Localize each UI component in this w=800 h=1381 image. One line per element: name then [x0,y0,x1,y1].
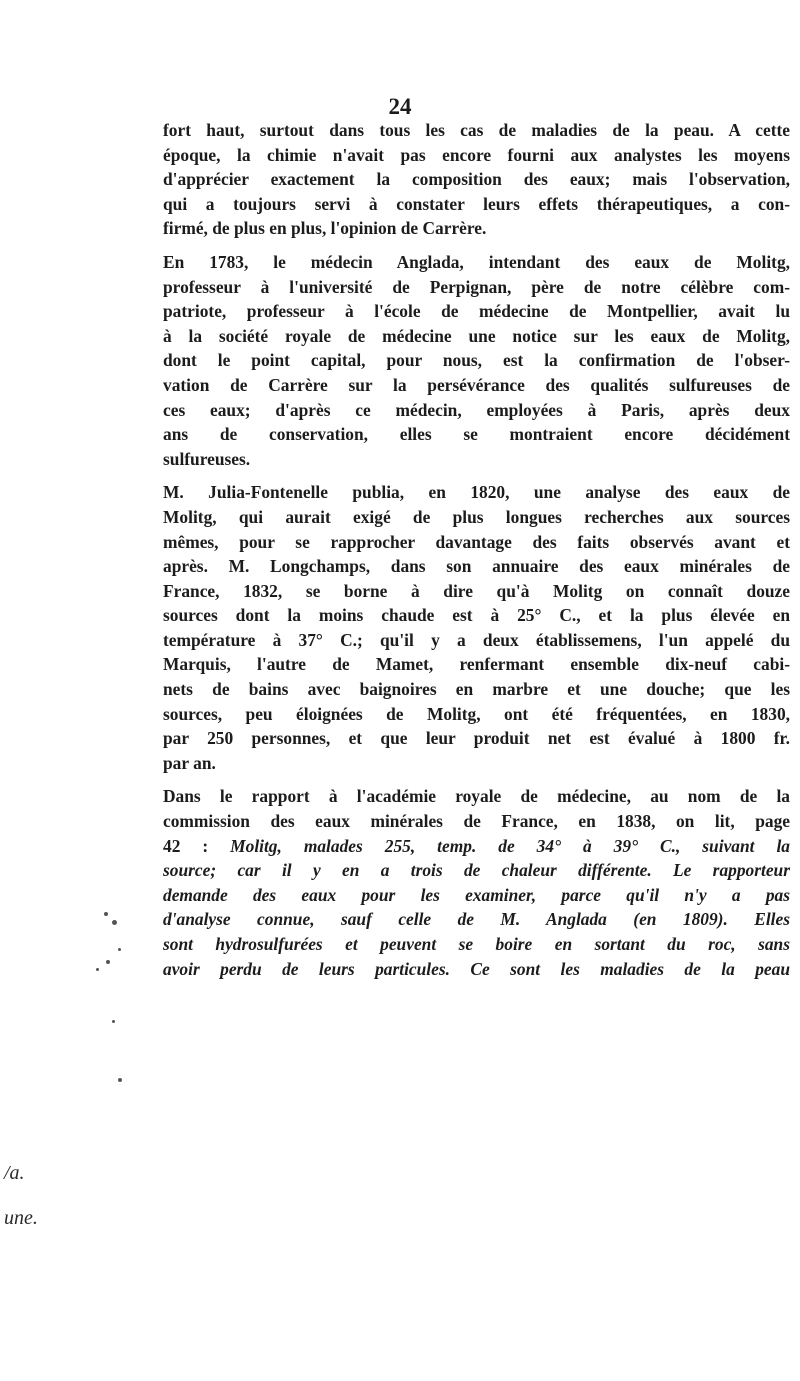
page-number: 24 [388,94,412,119]
text-line: France, 1832, se borne à dire qu'à Molitg on connaît douze [163,580,790,601]
quotation-text: Molitg, malades 255, temp. de 34° à 39° C., suivant la [230,835,790,856]
text-line: ces eaux; d'après ce médecin, employées à Paris, après deux [163,399,790,420]
text-line: sources, peu éloignées de Molitg, ont été fréquentées, en 1830, [163,703,790,724]
text-line: température à 37° C.; qu'il y a deux établissemens, l'un appelé du [163,629,790,650]
ink-speck [118,948,121,951]
paragraph-4 [140,784,790,981]
text-line: Molitg, qui aurait exigé de plus longues recherches aux sources [163,506,790,527]
text-line: nets de bains avec baignoires en marbre et une douche; que les [163,679,790,700]
text-line: M. Julia-Fontenelle publia, en 1820, une analyse des eaux de [163,482,790,503]
text-line: En 1783, le médecin Anglada, intendant des eaux de Molitg, [163,251,790,272]
text-line: professeur à l'université de Perpignan, père de notre célèbre com- [163,276,790,297]
text-line: époque, la chimie n'avait pas encore fourni aux analystes les moyens [163,144,790,165]
text-line-mixed [140,834,790,859]
text-line: firmé, de plus en plus, l'opinion de Carrère. [163,218,487,239]
text-line: mêmes, pour se rapprocher davantage des faits observés avant et [163,531,790,552]
quotation-line: sont hydrosulfurées et peuvent se boire en sortant du roc, sans [163,934,790,954]
text-line: patriote, professeur à l'école de médecine de Montpellier, avait lu [163,301,790,322]
ink-speck [106,960,110,964]
text-line: d'apprécier exactement la composition des eaux; mais l'observation, [163,169,790,190]
quotation-line: d'analyse connue, sauf celle de M. Anglada (en 1809). Elles [163,909,790,930]
text-line: dont le point capital, pour nous, est la confirmation de l'obser- [163,350,790,371]
text-line: qui a toujours servi à constater leurs effets thérapeutiques, a con- [163,193,790,214]
quotation-line: avoir perdu de leurs particules. Ce sont les maladies de la peau [163,958,790,979]
handwritten-margin-note: une. [4,1207,38,1229]
body-text [140,118,790,981]
text-line: fort haut, surtout dans tous les cas de maladies de la peau. A cette [163,120,790,140]
text-line: Marquis, l'autre de Mamet, renfermant ensemble dix-neuf cabi- [163,654,790,675]
paragraph-1 [140,118,790,241]
ink-speck [112,1020,115,1023]
ink-speck [112,920,117,925]
paragraph-2 [140,250,790,471]
quotation-line: demande des eaux pour les examiner, parce qu'il n'y a pas [163,884,790,905]
text-line: par an. [163,752,216,773]
text-line: vation de Carrère sur la persévérance des qualités sulfureuses de [163,374,790,395]
ink-speck [118,1078,122,1082]
ink-speck [96,968,99,971]
handwritten-margin-note: /a. [4,1162,25,1184]
text-line: commission des eaux minérales de France, en 1838, on lit, page [163,811,790,832]
text-line: par 250 personnes, et que leur produit net est évalué à 1800 fr. [163,728,790,749]
quotation-line: source; car il y en a trois de chaleur différente. Le rapporteur [163,860,790,881]
paragraph-3 [140,480,790,775]
ink-speck [104,912,108,916]
text-line: sulfureuses. [163,448,251,469]
text-line: à la société royale de médecine une notice sur les eaux de Molitg, [163,325,790,346]
text-line: ans de conservation, elles se montraient encore décidément [163,424,790,445]
page-reference: 42 : [163,835,231,856]
text-line: Dans le rapport à l'académie royale de médecine, au nom de la [163,786,790,807]
text-line: sources dont la moins chaude est à 25° C., et la plus élevée en [163,605,790,626]
text-line: après. M. Longchamps, dans son annuaire des eaux minérales de [163,556,790,577]
